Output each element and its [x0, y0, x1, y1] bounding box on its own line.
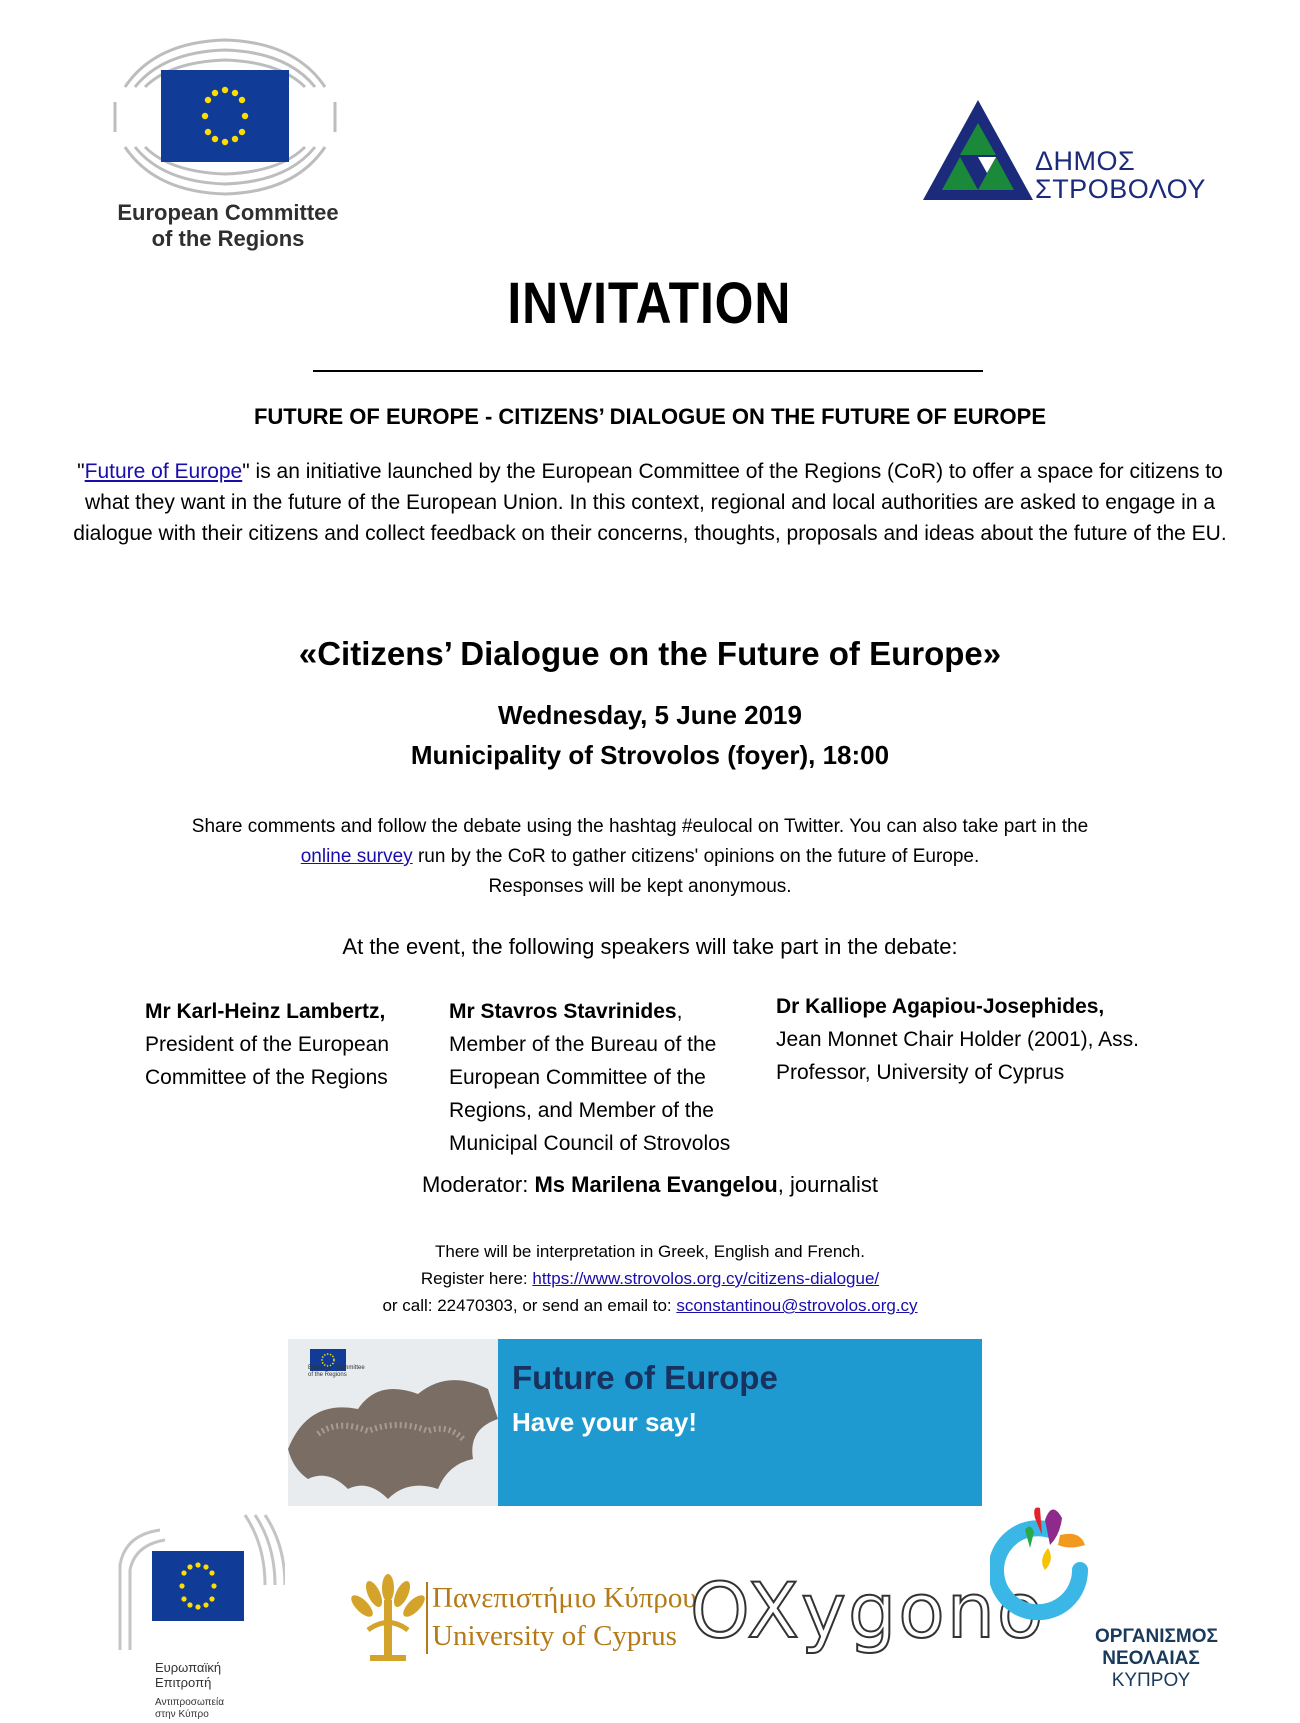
youth-board-line3: ΚΥΠΡΟΥ — [1111, 1670, 1191, 1691]
youth-board-line2: ΝΕΟΛΑΙΑΣ — [1102, 1648, 1200, 1669]
ec-name — [155, 1660, 221, 1690]
ec-rep-line2: στην Κύπρο — [155, 1709, 209, 1720]
event-venue: Municipality of Strovolos (foyer), 18:00 — [410, 740, 890, 770]
cor-name-line1: European Committee — [117, 200, 339, 225]
youth-board-line1: ΟΡΓΑΝΙΣΜΟΣ — [1095, 1626, 1218, 1647]
ec-name-line2: Επιτροπή — [155, 1675, 212, 1690]
youth-board-logo — [990, 1500, 1100, 1630]
ucy-divider — [426, 1582, 428, 1654]
contact-line — [0, 1292, 1300, 1319]
page-title: INVITATION — [507, 271, 792, 336]
speaker-role: Member of the Bureau of the European Committee of the Regions, and Member of the Municipal Council of Strovolos — [449, 1033, 731, 1155]
intro-quote: " — [77, 460, 85, 483]
intro-text: " is an initiative launched by the European Committee of the Regions (CoR) to offer a space for citizens to what they want in the future of the European Union. In this context, regional and local authorities are asked to engage in a dialogue with their citizens and collect feedback on their concerns, thoughts, proposals and ideas about the future of the EU. — [73, 460, 1227, 545]
cor-logo-graphic — [95, 32, 355, 202]
speaker-role: President of the European Committee of the Regions — [145, 1033, 390, 1089]
share-line2-text: run by the CoR to gather citizens' opinions on the future of Europe. — [412, 846, 980, 867]
share-line3: Responses will be kept anonymous. — [488, 876, 792, 897]
strovolos-name — [1035, 147, 1206, 203]
ec-eu-flag — [152, 1551, 244, 1621]
eu-flag — [161, 70, 289, 162]
moderator-name: Ms Marilena Evangelou — [534, 1172, 778, 1197]
future-of-europe-link[interactable]: Future of Europe — [84, 460, 243, 483]
cor-name — [78, 200, 378, 252]
banner-map-panel — [288, 1339, 498, 1506]
online-survey-link[interactable]: online survey — [300, 846, 413, 867]
interpretation-note: There will be interpretation in Greek, English and French. — [435, 1242, 865, 1261]
event-date: Wednesday, 5 June 2019 — [498, 700, 802, 730]
banner-title: Future of Europe — [512, 1359, 778, 1396]
title-divider — [313, 370, 983, 372]
speaker-name: Dr Kalliope Agapiou-Josephides, — [776, 995, 1105, 1018]
speaker-name: Mr Stavros Stavrinides — [449, 1000, 677, 1023]
register-link[interactable]: https://www.strovolos.org.cy/citizens-dialogue/ — [532, 1269, 880, 1288]
speaker-card — [449, 995, 779, 1160]
share-line1: Share comments and follow the debate using the hashtag #eulocal on Twitter. You can also take part in the — [191, 816, 1089, 837]
share-line2 — [60, 842, 1220, 872]
practical-info — [0, 1238, 1300, 1319]
strovolos-triangle-icon — [918, 95, 1038, 205]
ucy-english-name: University of Cyprus — [432, 1620, 677, 1652]
contact-text: or call: 22470303, or send an email to: — [382, 1296, 677, 1315]
moderator-label: Moderator: — [421, 1172, 535, 1197]
speaker-name-suffix: , — [676, 1000, 683, 1023]
ec-rep-line1: Αντιπροσωπεία — [155, 1697, 225, 1708]
ucy-tree-icon — [348, 1570, 428, 1670]
oxygono-logo: OXygono — [690, 1566, 1046, 1655]
strovolos-line2: ΣΤΡΟΒΟΛΟΥ — [1035, 174, 1206, 204]
strovolos-line1: ΔΗΜΟΣ — [1035, 146, 1136, 176]
speaker-role: Jean Monnet Chair Holder (2001), Ass. Professor, University of Cyprus — [776, 1028, 1140, 1084]
speaker-name: Mr Karl-Heinz Lambertz, — [145, 1000, 386, 1023]
speaker-card — [776, 990, 1176, 1089]
moderator-role: , journalist — [777, 1172, 879, 1197]
banner-cor-label: European Committee of the Regions — [308, 1365, 365, 1378]
ec-name-line1: Ευρωπαϊκή — [155, 1660, 222, 1675]
future-of-europe-banner — [288, 1339, 982, 1506]
cor-name-line2: of the Regions — [151, 226, 305, 251]
ec-building-icon — [100, 1505, 285, 1655]
youth-board-name — [1095, 1626, 1218, 1692]
register-line — [0, 1265, 1300, 1292]
event-title: «Citizens’ Dialogue on the Future of Europe» — [298, 635, 1002, 672]
email-link[interactable]: sconstantinou@strovolos.org.cy — [676, 1296, 918, 1315]
youth-board-icon — [990, 1500, 1100, 1630]
banner-subtitle: Have your say! — [512, 1407, 697, 1437]
moderator — [0, 1172, 1300, 1198]
speakers-intro: At the event, the following speakers will take part in the debate: — [342, 934, 958, 959]
intro-paragraph — [70, 456, 1230, 549]
ucy-greek-name: Πανεπιστήμιο Κύπρου — [432, 1582, 697, 1614]
register-label: Register here: — [420, 1269, 533, 1288]
speaker-card — [145, 995, 435, 1094]
ec-representation — [155, 1697, 224, 1721]
share-paragraph — [60, 812, 1220, 902]
ucy-logo — [348, 1570, 428, 1670]
subtitle: FUTURE OF EUROPE - CITIZENS’ DIALOGUE ON THE FUTURE OF EUROPE — [253, 404, 1047, 429]
